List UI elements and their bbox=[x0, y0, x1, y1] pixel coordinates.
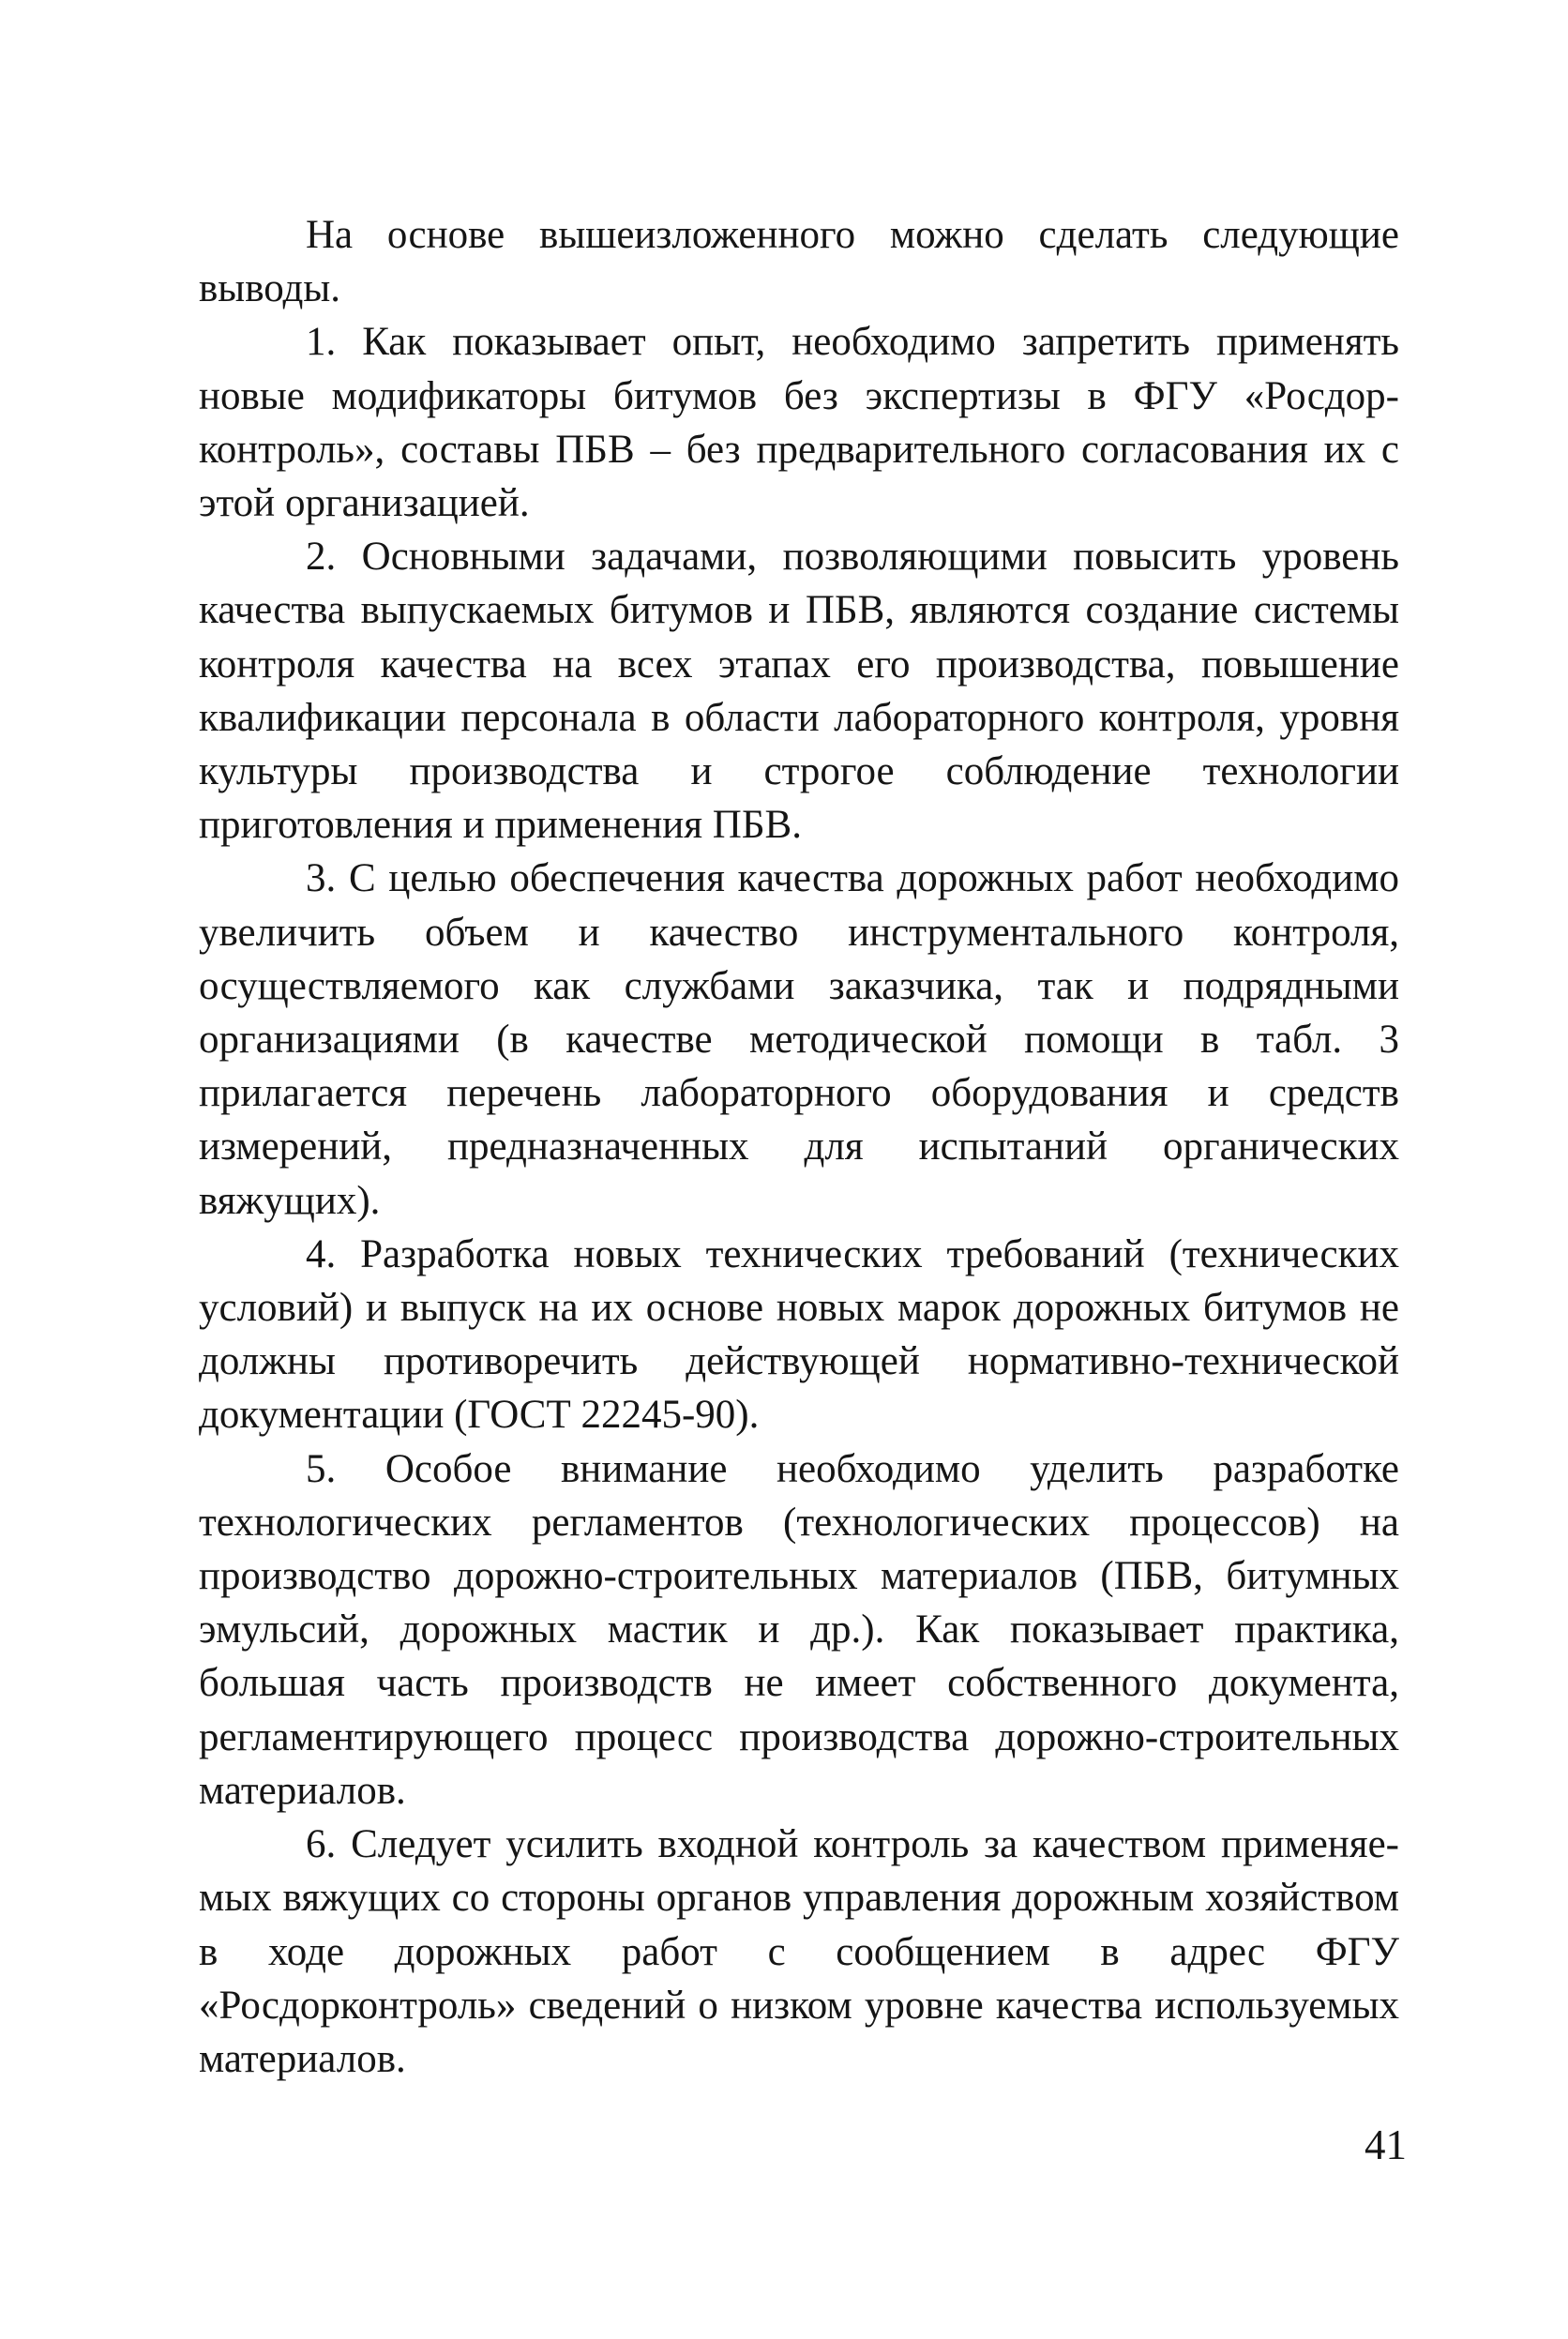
paragraph-conclusions-intro: На основе вышеизложенного можно сделать следующие выводы. bbox=[199, 213, 1399, 311]
paragraph-conclusion-5: 5. Особое внимание необходимо уделить разработке технологических регламентов (технологических процессов) на производство дорожно-строительных материалов (ПБВ, битумных эмульсий, дорожных мастик и др.). Как показывает практика, большая часть производств не имеет собственного документа, регламентирующего процесс производства дорожно-строительных материалов. bbox=[199, 1446, 1399, 1813]
paragraph-conclusion-1: 1. Как показывает опыт, необходимо запретить применять новые модификаторы битумов без экспертизы в ФГУ «Росдорконтроль», составы ПБВ – без предварительного согласования их с этой организацией. bbox=[199, 320, 1399, 526]
page-number: 41 bbox=[1364, 2121, 1407, 2168]
paragraph-conclusion-2: 2. Основными задачами, позволяющими повысить уровень качества выпускаемых битумов и ПБВ, являются создание системы контроля качества на всех этапах его производства, повышение квалификации персонала в области лабораторного контроля, уровня культуры производства и строгое соблюдение технологии приготовления и применения ПБВ. bbox=[199, 535, 1399, 848]
body-text bbox=[199, 208, 1399, 2086]
paragraph-conclusion-3: 3. С целью обеспечения качества дорожных работ необходимо увеличить объем и качество инструментального контроля, осуществляемого как службами заказчика, так и подрядными организациями (в качестве методической помощи в табл. 3 прилагается перечень лабораторного оборудования и средств измерений, предназначенных для испытаний органических вяжущих). bbox=[199, 856, 1399, 1223]
paragraph-conclusion-6: 6. Следует усилить входной контроль за качеством применяемых вяжущих со стороны органов управления дорожным хозяйством в ходе дорожных работ с сообщением в адрес ФГУ «Росдорконтроль» сведений о низком уровне качества используемых материалов. bbox=[199, 1822, 1399, 2081]
paragraph-conclusion-4: 4. Разработка новых технических требований (технических условий) и выпуск на их основе новых марок дорожных битумов не должны противоречить действующей нормативно-технической документации (ГОСТ 22245-90). bbox=[199, 1231, 1399, 1438]
